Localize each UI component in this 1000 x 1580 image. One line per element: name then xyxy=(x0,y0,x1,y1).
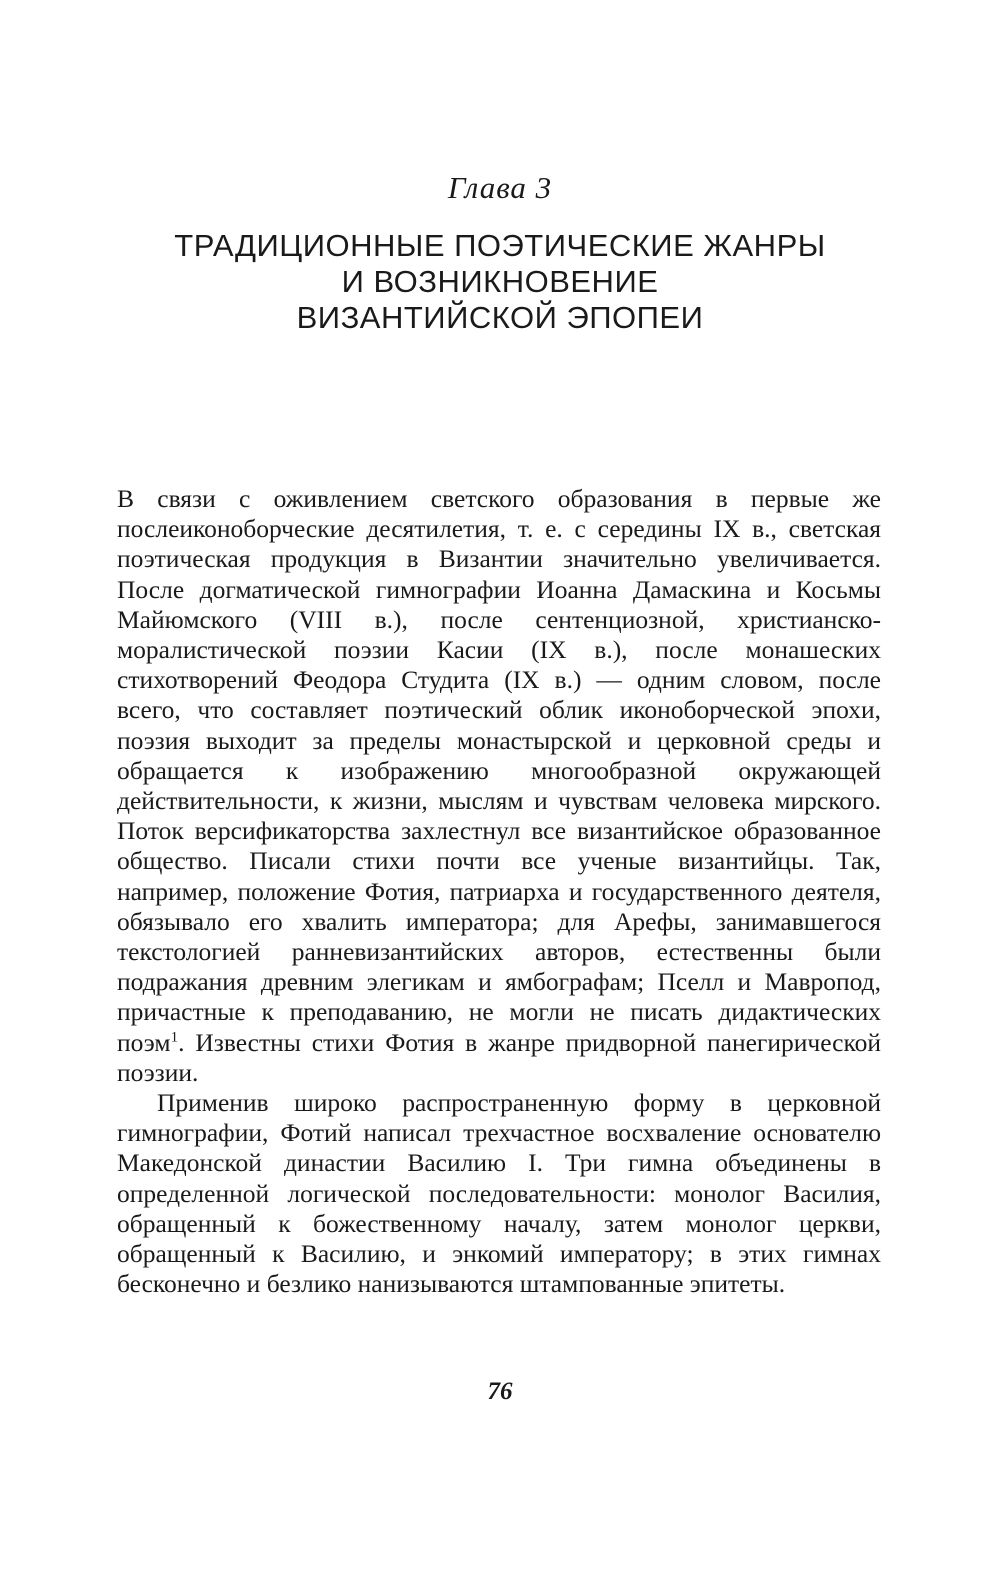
chapter-label: Глава 3 xyxy=(447,170,553,205)
footnote-ref: 1 xyxy=(170,1029,179,1046)
chapter-title xyxy=(0,228,1000,336)
paragraph-2: Применив широко распространенную форму в церковной гимнографии, Фотий написал трехчастное восхваление основателю Македонской династии Василию I. Три гимна объединены в определенной логической последовательности: монолог Василия, обращенный к божественному началу, затем монолог церкви, обращенный к Василию, и энкомий императору; в этих гимнах бесконечно и безлико нанизываются штампованные эпитеты. xyxy=(117,1088,881,1299)
paragraph-1-text: В связи с оживлением светского образования в первые же послеиконоборческие десятилетия, т. е. с середины IX в., светская поэтическая продукция в Византии значительно увеличивается. После догматической гимнографии Иоанна Дамаскина и Косьмы Майюмского (VIII в.), после сентенциозной, христианско-моралистической поэзии Касии (IX в.), после монашеских стихотворений Феодора Студита (IX в.) — одним словом, после всего, что составляет поэтический облик иконоборческой эпохи, поэзия выходит за пределы монастырской и церковной среды и обращается к изображению многообразной окружающей действительности, к жизни, мыслям и чувствам человека мирского. Поток версификаторства захлестнул все византийское образованное общество. Писали стихи почти все ученые византийцы. Так, например, положение Фотия, патриарха и государственного деятеля, обязывало его хвалить императора; для Арефы, занимавшегося текстологией ранневизантийских авторов, естественны были подражания древним элегикам и ямбографам; Пселл и Мавропод, причастные к преподаванию, не могли не писать дидактических поэм xyxy=(117,484,881,1057)
chapter-title-line-3: ВИЗАНТИЙСКОЙ ЭПОПЕИ xyxy=(296,300,704,335)
paragraph-1-text-end: . Известны стихи Фотия в жанре придворной панегирической поэзии. xyxy=(117,1027,881,1087)
page-number: 76 xyxy=(487,1378,513,1405)
paragraph-1 xyxy=(117,484,881,1088)
chapter-title-line-1: ТРАДИЦИОННЫЕ ПОЭТИЧЕСКИЕ ЖАНРЫ xyxy=(174,228,826,263)
chapter-title-line-2: И ВОЗНИКНОВЕНИЕ xyxy=(341,264,659,299)
body-text xyxy=(117,484,881,1299)
